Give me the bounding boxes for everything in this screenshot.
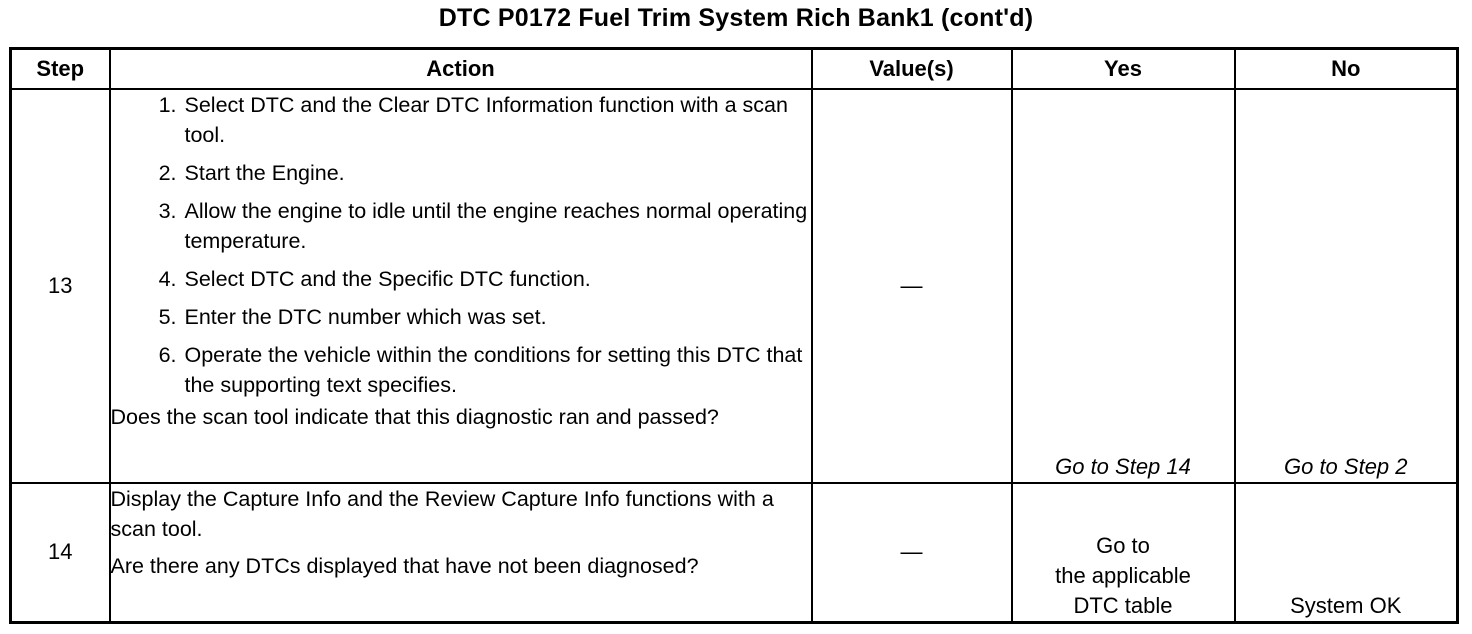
page-title: DTC P0172 Fuel Trim System Rich Bank1 (cont'd) [438, 4, 1034, 32]
item-number: 2. [158, 161, 177, 185]
item-text: Select DTC and the Specific DTC function. [184, 267, 591, 291]
action-cell [110, 483, 812, 622]
yes-result-line: the applicable [1055, 562, 1191, 588]
step-number: 13 [11, 89, 110, 483]
list-item [139, 158, 811, 188]
item-text: Operate the vehicle within the conditions for setting this DTC that the supporting text specifies. [184, 343, 803, 397]
header-step: Step [11, 49, 110, 90]
action-steps-list [111, 90, 811, 400]
list-item [139, 264, 811, 294]
item-text: Select DTC and the Clear DTC Information function with a scan tool. [184, 93, 788, 147]
yes-result-line: DTC table [1073, 592, 1173, 618]
yes-result: Go to Step 14 [1012, 89, 1235, 483]
no-result: Go to Step 2 [1235, 89, 1458, 483]
yes-result-line: Go to [1096, 532, 1150, 558]
action-text: Display the Capture Info and the Review Capture Info functions with a scan tool. [110, 487, 774, 541]
yes-result [1012, 483, 1235, 622]
diagnostic-table [9, 47, 1459, 624]
step-number: 14 [11, 483, 110, 622]
header-values: Value(s) [812, 49, 1012, 90]
table-row [11, 89, 1458, 483]
list-item [139, 302, 811, 332]
header-action: Action [110, 49, 812, 90]
table-row [11, 483, 1458, 622]
value-cell: — [812, 483, 1012, 622]
list-item [139, 196, 811, 256]
question-text: Are there any DTCs displayed that have not been diagnosed? [110, 554, 699, 578]
no-result: System OK [1235, 483, 1458, 622]
list-item [139, 340, 811, 400]
item-number: 4. [158, 267, 177, 291]
table-header-row [11, 49, 1458, 90]
question-text: Does the scan tool indicate that this diagnostic ran and passed? [110, 405, 719, 429]
item-number: 3. [158, 199, 177, 223]
item-text: Allow the engine to idle until the engine reaches normal operating temperature. [184, 199, 808, 253]
item-text: Enter the DTC number which was set. [184, 305, 547, 329]
item-text: Start the Engine. [184, 161, 345, 185]
action-cell [110, 89, 812, 483]
value-cell: — [812, 89, 1012, 483]
item-number: 6. [158, 343, 177, 367]
header-yes: Yes [1012, 49, 1235, 90]
item-number: 5. [158, 305, 177, 329]
item-number: 1. [158, 93, 177, 117]
list-item [139, 90, 811, 150]
header-no: No [1235, 49, 1458, 90]
